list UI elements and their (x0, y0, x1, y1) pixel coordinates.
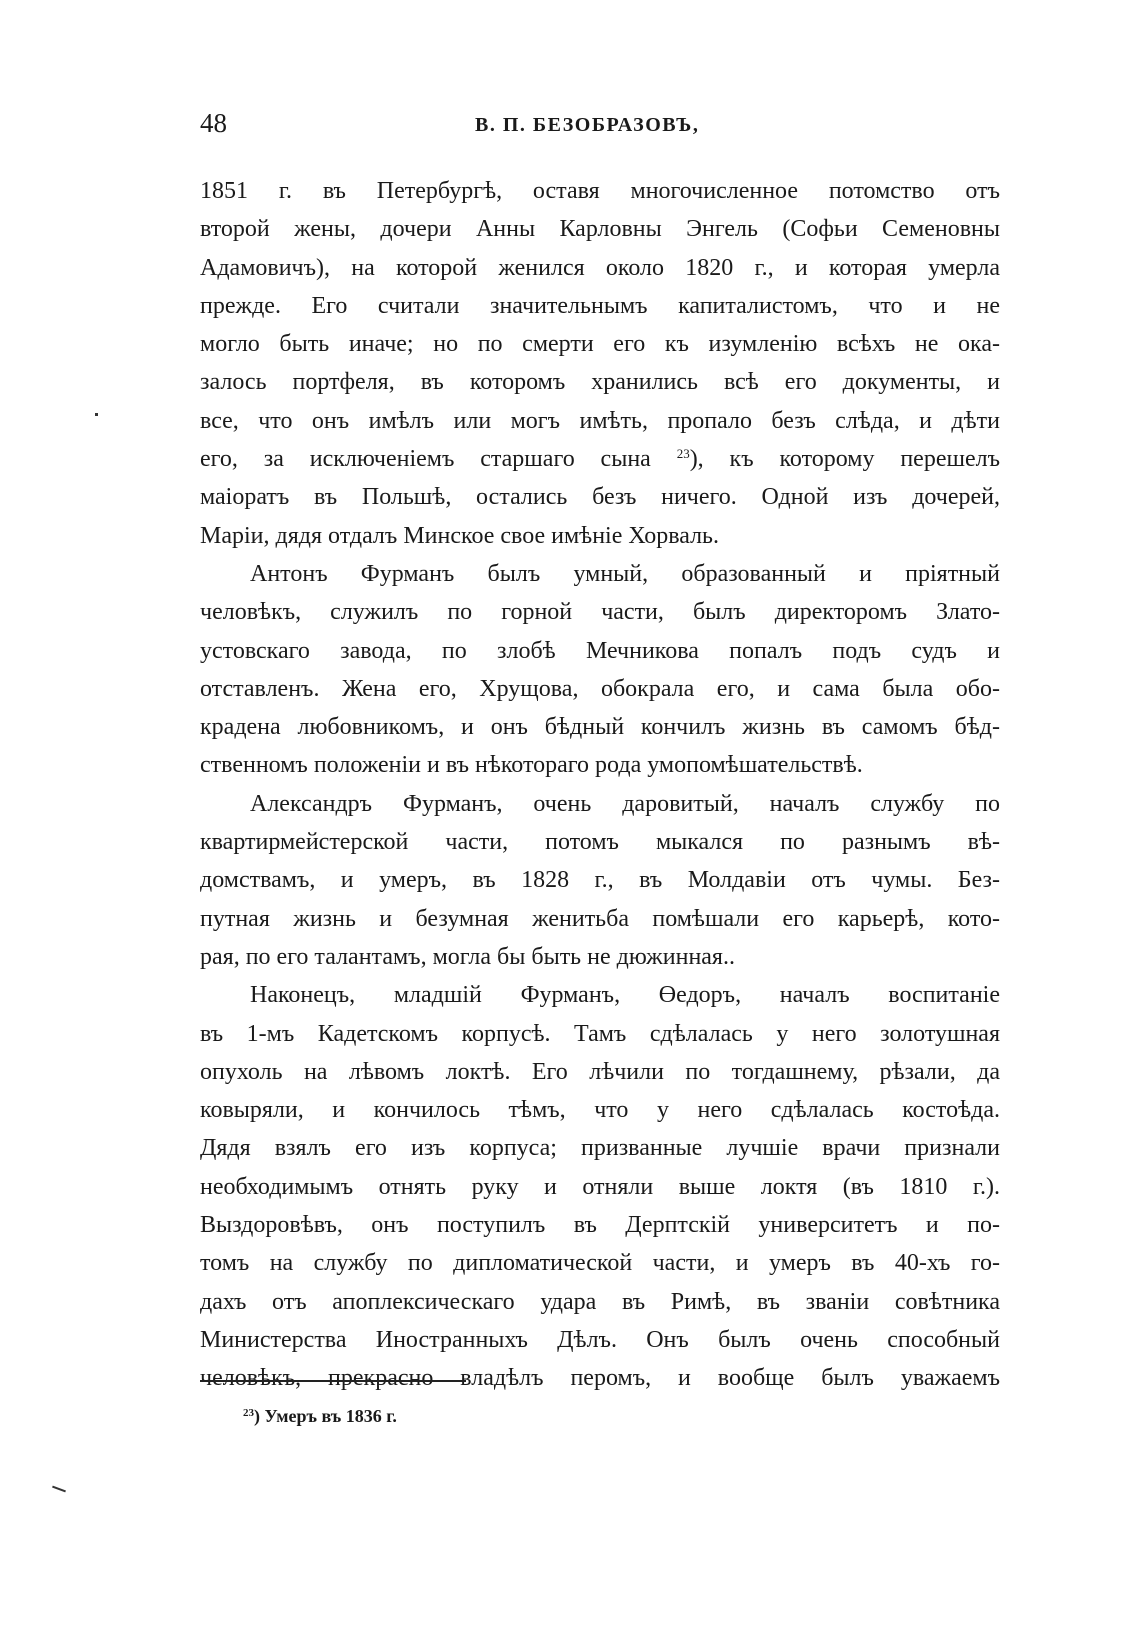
text-line: 1851 г. въ Петербургѣ, оставя многочисленное потомство отъ (200, 178, 1000, 204)
text-line: Выздоровѣвъ, онъ поступилъ въ Дерптскій университетъ и по- (200, 1212, 1000, 1239)
scan-speck (95, 413, 98, 416)
body-text (200, 172, 1000, 1398)
text-line: дахъ отъ апоплексическаго удара въ Римѣ, въ званіи совѣтника (200, 1288, 1000, 1315)
text-line: необходимымъ отнять руку и отняли выше локтя (въ 1810 г.). (200, 1173, 1000, 1200)
text-line: Министерства Иностранныхъ Дѣлъ. Онъ былъ очень способный (200, 1326, 1000, 1353)
text-line: крадена любовникомъ, и онъ бѣдный кончилъ жизнь въ самомъ бѣд- (200, 714, 1000, 741)
text-line: устовскаго завода, по злобѣ Мечникова попалъ подъ судъ и (200, 637, 1000, 664)
text-line: залось портфеля, въ которомъ хранились всѣ его документы, и (200, 369, 1000, 396)
footnote (243, 1406, 397, 1427)
text-line: Дядя взялъ его изъ корпуса; призванные лучшіе врачи признали (200, 1135, 1000, 1162)
paragraph-3 (200, 785, 1000, 976)
running-head: В. П. БЕЗОБРАЗОВЪ, (475, 114, 700, 136)
text-line: отставленъ. Жена его, Хрущова, обокрала его, и сама была обо- (200, 675, 1000, 702)
footnote-text: ) Умеръ въ 1836 г. (254, 1406, 397, 1426)
text-line: человѣкъ, служилъ по горной части, былъ директоромъ Злато- (200, 599, 1000, 626)
text-line: могло быть иначе; но по смерти его къ изумленію всѣхъ не ока- (200, 331, 1000, 358)
footnote-reference[interactable]: 23 (676, 446, 690, 462)
text-line-with-footnote-ref (200, 440, 1000, 478)
paragraph-2 (200, 555, 1000, 785)
text-line: человѣкъ, прекрасно владѣлъ перомъ, и вообще былъ уважаемъ (200, 1365, 1000, 1392)
text-line: въ 1-мъ Кадетскомъ корпусѣ. Тамъ сдѣлалась у него золотушная (200, 1020, 1000, 1047)
text-line: томъ на службу по дипломатической части, и умеръ въ 40-хъ го- (200, 1250, 1000, 1277)
text-line: домствамъ, и умеръ, въ 1828 г., въ Молдавіи отъ чумы. Без- (200, 867, 1000, 894)
scan-speck (52, 1486, 66, 1493)
text-line: путная жизнь и безумная женитьба помѣшали его карьерѣ, кото- (200, 905, 1000, 932)
text-line: ковыряли, и кончилось тѣмъ, что у него сдѣлалась костоѣда. (200, 1097, 1000, 1124)
text-line: Наконецъ, младшій Фурманъ, Өедоръ, началъ воспитаніе (250, 982, 1000, 1009)
text-line: маіоратъ въ Польшѣ, остались безъ ничего. Одной изъ дочерей, (200, 484, 1000, 511)
text-line: Антонъ Фурманъ былъ умный, образованный и пріятный (250, 560, 1000, 587)
text-line: Маріи, дядя отдалъ Минское свое имѣніе Хорваль. (200, 522, 719, 549)
text-line: второй жены, дочери Анны Карловны Энгель (Софьи Семеновны (200, 216, 1000, 243)
page-header (200, 108, 1000, 148)
footnote-number: 23 (243, 1407, 254, 1419)
text-line: квартирмейстерской части, потомъ мыкался по разнымъ вѣ- (200, 829, 1000, 856)
text-line: все, что онъ имѣлъ или могъ имѣть, пропало безъ слѣда, и дѣти (200, 407, 1000, 434)
text-segment: его, за исключеніемъ старшаго сына (200, 446, 651, 473)
text-line: опухоль на лѣвомъ локтѣ. Его лѣчили по тогдашнему, рѣзали, да (200, 1058, 1000, 1085)
text-line: ственномъ положеніи и въ нѣкотораго рода умопомѣшательствѣ. (200, 752, 863, 779)
text-line: Адамовичъ), на которой женился около 1820 г., и которая умерла (200, 254, 1000, 281)
page-number: 48 (200, 108, 227, 138)
footnote-separator-rule (200, 1380, 466, 1382)
paragraph-1 (200, 172, 1000, 555)
text-line: Александръ Фурманъ, очень даровитый, началъ службу по (250, 790, 1000, 817)
text-line: прежде. Его считали значительнымъ капиталистомъ, что и не (200, 292, 1000, 319)
paragraph-4 (200, 976, 1000, 1397)
text-line: рая, по его талантамъ, могла бы быть не дюжинная.. (200, 943, 735, 970)
text-segment: ), къ которому перешелъ (689, 446, 1001, 473)
